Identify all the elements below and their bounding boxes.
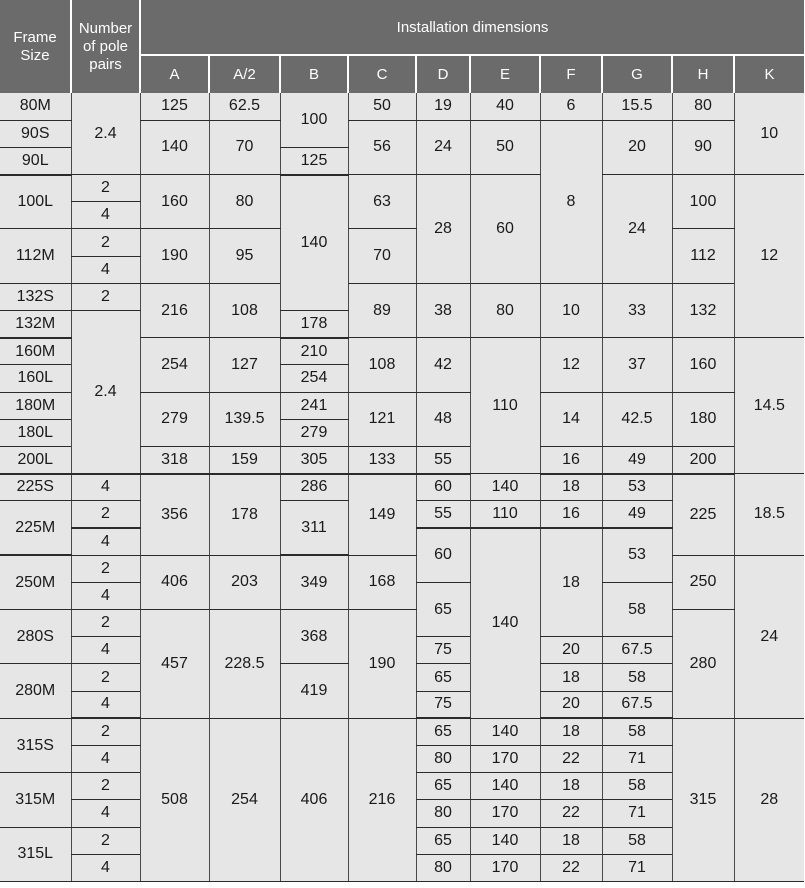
table-row <box>0 555 804 582</box>
dimension-cell: 58 <box>602 827 672 854</box>
dimension-cell: 356 <box>140 474 209 556</box>
dimension-cell: 225 <box>672 474 734 556</box>
dimension-cell: 65 <box>416 718 470 745</box>
col-header-b: B <box>280 55 348 93</box>
dimension-cell: 100 <box>672 175 734 229</box>
dimension-cell: 40 <box>470 93 540 120</box>
dimension-cell: 60 <box>416 474 470 501</box>
dimension-cell: 55 <box>416 446 470 473</box>
table-row <box>0 718 804 745</box>
dimension-cell: 19 <box>416 93 470 120</box>
dimension-cell: 368 <box>280 610 348 664</box>
pole-pairs-cell: 4 <box>71 800 140 827</box>
dimension-cell: 140 <box>280 175 348 311</box>
col-header-a: A <box>140 55 209 93</box>
dimension-cell: 75 <box>416 691 470 718</box>
dimension-cell: 58 <box>602 773 672 800</box>
table-row <box>0 610 804 637</box>
dimension-cell: 18 <box>540 528 602 637</box>
dimension-cell: 168 <box>348 555 416 609</box>
dimension-cell: 60 <box>470 175 540 284</box>
dimension-cell: 406 <box>280 718 348 881</box>
frame-size-cell: 180M <box>0 392 71 419</box>
dimension-cell: 133 <box>348 446 416 473</box>
dimension-cell: 508 <box>140 718 209 881</box>
dimension-cell: 89 <box>348 283 416 337</box>
dimension-cell: 254 <box>140 338 209 392</box>
dimension-cell: 178 <box>209 474 280 556</box>
pole-pairs-cell: 2 <box>71 501 140 528</box>
pole-pairs-cell: 2 <box>71 664 140 691</box>
dimension-cell: 56 <box>348 120 416 174</box>
dimension-cell: 53 <box>602 528 672 582</box>
dimension-cell: 18 <box>540 773 602 800</box>
dimension-cell: 18 <box>540 827 602 854</box>
dimension-cell: 58 <box>602 582 672 636</box>
dimension-cell: 62.5 <box>209 93 280 120</box>
dimension-cell: 100 <box>280 93 348 147</box>
dimension-cell: 149 <box>348 474 416 556</box>
dimension-cell: 22 <box>540 746 602 773</box>
dimension-cell: 241 <box>280 392 348 419</box>
frame-size-header: Frame Size <box>0 0 71 93</box>
dimension-cell: 108 <box>209 283 280 337</box>
dimension-cell: 140 <box>140 120 209 174</box>
dimension-cell: 71 <box>602 854 672 881</box>
dimension-cell: 22 <box>540 800 602 827</box>
dimension-cell: 22 <box>540 854 602 881</box>
frame-size-cell: 280M <box>0 664 71 718</box>
frame-size-cell: 100L <box>0 175 71 229</box>
dimension-cell: 12 <box>540 338 602 392</box>
table-row <box>0 175 804 202</box>
dimension-cell: 65 <box>416 827 470 854</box>
pole-pairs-cell: 4 <box>71 528 140 555</box>
dimension-cell: 65 <box>416 582 470 636</box>
col-header-h: H <box>672 55 734 93</box>
dimension-cell: 33 <box>602 283 672 337</box>
dimension-cell: 65 <box>416 664 470 691</box>
dimension-cell: 160 <box>140 175 209 229</box>
dimension-cell: 14.5 <box>734 338 804 474</box>
dimension-cell: 140 <box>470 773 540 800</box>
frame-size-cell: 315L <box>0 827 71 881</box>
pole-pairs-cell: 2 <box>71 175 140 202</box>
pole-pairs-cell: 4 <box>71 474 140 501</box>
dimension-cell: 24 <box>734 555 804 718</box>
dimension-cell: 38 <box>416 283 470 337</box>
dimension-cell: 127 <box>209 338 280 392</box>
pole-pairs-cell: 4 <box>71 691 140 718</box>
dimension-cell: 170 <box>470 854 540 881</box>
dimension-cell: 71 <box>602 746 672 773</box>
dimension-cell: 28 <box>416 175 470 284</box>
pole-pairs-header: Number of pole pairs <box>71 0 140 93</box>
dimension-cell: 140 <box>470 718 540 745</box>
dimension-cell: 6 <box>540 93 602 120</box>
dimension-cell: 140 <box>470 827 540 854</box>
dimension-cell: 254 <box>280 365 348 392</box>
frame-size-cell: 90S <box>0 120 71 147</box>
dimension-cell: 80 <box>672 93 734 120</box>
frame-size-cell: 315S <box>0 718 71 772</box>
dimension-cell: 132 <box>672 283 734 337</box>
frame-size-cell: 280S <box>0 610 71 664</box>
dimension-cell: 457 <box>140 610 209 719</box>
pole-pairs-cell: 4 <box>71 637 140 664</box>
frame-size-cell: 160M <box>0 338 71 365</box>
dimension-cell: 18 <box>540 474 602 501</box>
col-header-d: D <box>416 55 470 93</box>
dimension-cell: 80 <box>416 800 470 827</box>
table-row <box>0 93 804 120</box>
dimension-cell: 48 <box>416 392 470 446</box>
dimension-cell: 112 <box>672 229 734 283</box>
dimension-cell: 53 <box>602 474 672 501</box>
dimension-cell: 203 <box>209 555 280 609</box>
dimension-cell: 42 <box>416 338 470 392</box>
dimension-cell: 28 <box>734 718 804 881</box>
pole-pairs-cell: 2.4 <box>71 311 140 474</box>
dimension-cell: 216 <box>140 283 209 337</box>
dimension-cell: 170 <box>470 800 540 827</box>
dimension-cell: 280 <box>672 610 734 719</box>
header-row <box>0 0 804 55</box>
dimension-cell: 254 <box>209 718 280 881</box>
dimension-cell: 139.5 <box>209 392 280 446</box>
dimension-cell: 110 <box>470 501 540 528</box>
dimension-cell: 20 <box>540 637 602 664</box>
dimension-cell: 12 <box>734 175 804 338</box>
pole-pairs-cell: 4 <box>71 746 140 773</box>
table-row <box>0 474 804 501</box>
dimension-cell: 14 <box>540 392 602 446</box>
dimension-cell: 10 <box>540 283 602 337</box>
col-header-f: F <box>540 55 602 93</box>
dimension-cell: 200 <box>672 446 734 473</box>
dimension-cell: 140 <box>470 474 540 501</box>
dimension-cell: 49 <box>602 501 672 528</box>
dimension-cell: 60 <box>416 528 470 582</box>
pole-pairs-cell: 2 <box>71 229 140 256</box>
dimension-cell: 18.5 <box>734 474 804 556</box>
dimension-cell: 24 <box>416 120 470 174</box>
dimension-cell: 286 <box>280 474 348 501</box>
dimension-cell: 50 <box>348 93 416 120</box>
pole-pairs-cell: 2 <box>71 610 140 637</box>
frame-size-cell: 160L <box>0 365 71 392</box>
pole-pairs-cell: 2 <box>71 283 140 310</box>
col-header-g: G <box>602 55 672 93</box>
dimension-cell: 18 <box>540 664 602 691</box>
dimension-cell: 71 <box>602 800 672 827</box>
pole-pairs-cell: 4 <box>71 256 140 283</box>
dimension-cell: 121 <box>348 392 416 446</box>
frame-size-cell: 225S <box>0 474 71 501</box>
dimension-cell: 406 <box>140 555 209 609</box>
pole-pairs-cell: 2 <box>71 555 140 582</box>
frame-size-cell: 80M <box>0 93 71 120</box>
dimension-cell: 125 <box>140 93 209 120</box>
dimension-cell: 65 <box>416 773 470 800</box>
dimension-cell: 228.5 <box>209 610 280 719</box>
dimension-cell: 24 <box>602 175 672 284</box>
frame-size-cell: 225M <box>0 501 71 555</box>
frame-size-cell: 200L <box>0 446 71 473</box>
dimension-cell: 216 <box>348 718 416 881</box>
table-body <box>0 93 804 881</box>
pole-pairs-cell: 2 <box>71 718 140 745</box>
installation-dimensions-header: Installation dimensions <box>140 0 804 55</box>
frame-size-cell: 90L <box>0 147 71 174</box>
dimension-cell: 58 <box>602 718 672 745</box>
frame-size-cell: 132S <box>0 283 71 310</box>
frame-size-cell: 315M <box>0 773 71 827</box>
dimension-cell: 80 <box>416 854 470 881</box>
col-header-c: C <box>348 55 416 93</box>
dimension-cell: 18 <box>540 718 602 745</box>
pole-pairs-cell: 4 <box>71 582 140 609</box>
dimension-cell: 80 <box>416 746 470 773</box>
dimension-cell: 70 <box>348 229 416 283</box>
dimension-cell: 49 <box>602 446 672 473</box>
dimension-cell: 110 <box>470 338 540 474</box>
dimension-cell: 50 <box>470 120 540 174</box>
dimension-cell: 70 <box>209 120 280 174</box>
dimension-cell: 210 <box>280 338 348 365</box>
dimension-cell: 160 <box>672 338 734 392</box>
table-row <box>0 283 804 310</box>
dimension-cell: 159 <box>209 446 280 473</box>
dimension-cell: 125 <box>280 147 348 174</box>
frame-size-cell: 180L <box>0 419 71 446</box>
dimension-cell: 108 <box>348 338 416 392</box>
col-header-e: E <box>470 55 540 93</box>
dimension-cell: 250 <box>672 555 734 609</box>
dimension-cell: 140 <box>470 528 540 718</box>
pole-pairs-cell: 2 <box>71 827 140 854</box>
dimension-cell: 305 <box>280 446 348 473</box>
dimension-cell: 95 <box>209 229 280 283</box>
dimension-cell: 180 <box>672 392 734 446</box>
dimension-cell: 67.5 <box>602 637 672 664</box>
dimension-cell: 10 <box>734 93 804 175</box>
dimension-cell: 16 <box>540 446 602 473</box>
dimension-cell: 80 <box>209 175 280 229</box>
dimension-cell: 42.5 <box>602 392 672 446</box>
dimension-cell: 178 <box>280 311 348 338</box>
dimension-cell: 8 <box>540 120 602 283</box>
pole-pairs-cell: 2 <box>71 773 140 800</box>
col-header-k: K <box>734 55 804 93</box>
dimension-cell: 190 <box>140 229 209 283</box>
dimension-cell: 16 <box>540 501 602 528</box>
dimension-cell: 349 <box>280 555 348 609</box>
dimension-cell: 190 <box>348 610 416 719</box>
pole-pairs-cell: 2.4 <box>71 93 140 175</box>
table-row <box>0 229 804 256</box>
dimension-cell: 279 <box>140 392 209 446</box>
dimension-cell: 20 <box>602 120 672 174</box>
dimension-cell: 37 <box>602 338 672 392</box>
frame-size-cell: 250M <box>0 555 71 609</box>
dimension-cell: 58 <box>602 664 672 691</box>
frame-size-cell: 112M <box>0 229 71 283</box>
dimension-cell: 55 <box>416 501 470 528</box>
dimension-cell: 63 <box>348 175 416 229</box>
pole-pairs-cell: 4 <box>71 202 140 229</box>
dimension-cell: 15.5 <box>602 93 672 120</box>
dimension-cell: 170 <box>470 746 540 773</box>
dimension-cell: 315 <box>672 718 734 881</box>
dimension-cell: 20 <box>540 691 602 718</box>
dimension-cell: 90 <box>672 120 734 174</box>
dimension-cell: 318 <box>140 446 209 473</box>
dimension-cell: 67.5 <box>602 691 672 718</box>
dimension-cell: 311 <box>280 501 348 555</box>
dimension-cell: 279 <box>280 419 348 446</box>
dimension-cell: 419 <box>280 664 348 718</box>
pole-pairs-cell: 4 <box>71 854 140 881</box>
dimension-cell: 75 <box>416 637 470 664</box>
dimension-cell: 80 <box>470 283 540 337</box>
col-header-a-half: A/2 <box>209 55 280 93</box>
frame-size-cell: 132M <box>0 311 71 338</box>
